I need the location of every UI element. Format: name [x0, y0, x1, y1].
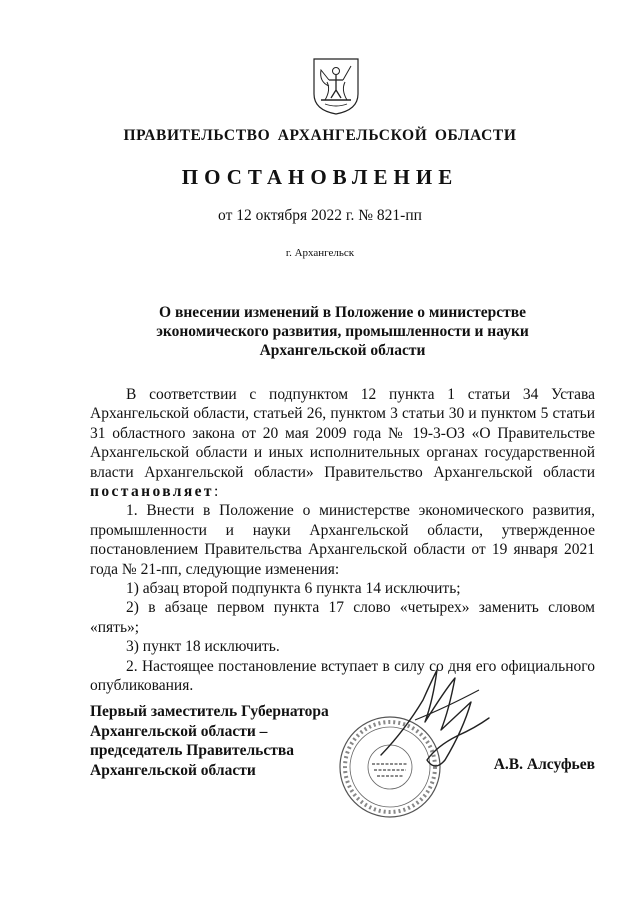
subject-line: О внесении изменений в Положение о министерстве [159, 304, 526, 321]
subject-line: Архангельской области [259, 342, 426, 359]
organization-title: ПРАВИТЕЛЬСТВО АРХАНГЕЛЬСКОЙ ОБЛАСТИ [123, 127, 517, 144]
subject-line: экономического развития, промышленности и науки [156, 323, 529, 340]
position-line: председатель Правительства [90, 742, 294, 759]
position-line: Архангельской области – [90, 722, 268, 740]
preamble-text: В соответствии с подпунктом 12 пункта 1 статьи 34 Устава Архангельской области, статьей 26, пунктом 3 статьи 30 и пунктом 5 статьи 31 областного закона от 20 мая 2009 года № 19-3-ОЗ «О Правительстве Архангельской области и иных исполнительных органах государственной власти Архангельской области» Правительство Архангельской области [90, 386, 595, 481]
sub-item-3: 3) пункт 18 исключить. [126, 638, 280, 656]
decree-word: постановляет [90, 483, 214, 501]
document-subject [90, 303, 595, 360]
preamble-paragraph [90, 385, 595, 501]
signatory-position [90, 702, 329, 780]
item-2-paragraph: 2. Настоящее постановление вступает в силу со дня его официального опубликования. [90, 657, 595, 695]
signatory-name: А.В. Алсуфьев [493, 756, 595, 773]
position-line: Архангельской области [90, 761, 256, 779]
decree-colon: : [213, 483, 219, 501]
document-body [90, 385, 595, 696]
item-1-paragraph: 1. Внести в Положение о министерстве экономического развития, промышленности и науки Архангельской области, утвержденное постановлением Правительства Архангельской области от 19 января 2021 года № 21-пп, следующие изменения: [90, 502, 595, 578]
document-type-title: ПОСТАНОВЛЕНИЕ [181, 165, 459, 189]
sub-item-1: 1) абзац второй подпункта 6 пункта 14 исключить; [126, 580, 461, 598]
date-and-number: от 12 октября 2022 г. № 821-пп [218, 207, 422, 224]
handwritten-signature-icon [375, 660, 495, 780]
position-line: Первый заместитель Губернатора [90, 703, 329, 720]
coat-of-arms-icon [311, 56, 361, 116]
sub-item-2: 2) в абзаце первом пункта 17 слово «четырех» заменить словом «пять»; [90, 599, 595, 636]
place-of-issue: г. Архангельск [285, 247, 355, 259]
